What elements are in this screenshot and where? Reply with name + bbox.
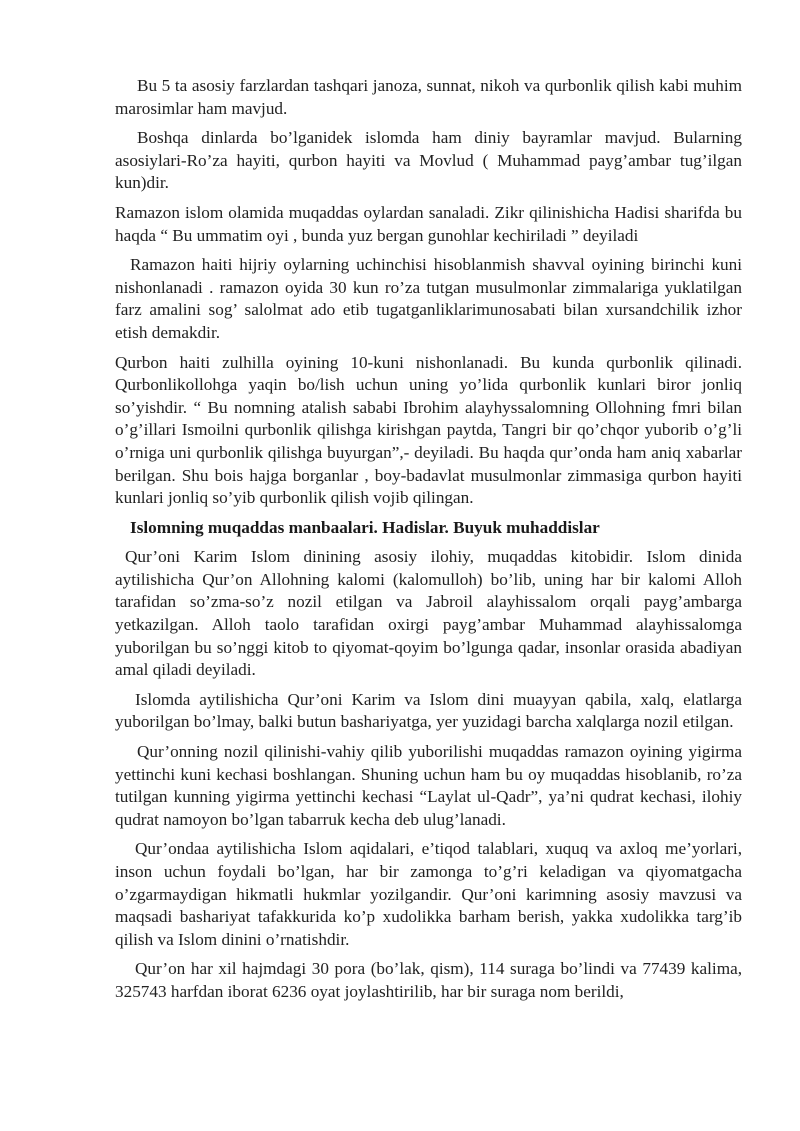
paragraph-ramazon-hayiti: Ramazon haiti hijriy oylarning uchinchisi hisoblanmish shavval oyining birinchi kuni nishonlanadi . ramazon oyida 30 kun ro’za tutgan musulmonlar zimmalariga yuklatilgan farz amalini sog’ salolmat ado etib tugatganliklarimunosabati bilan xursandchilik izhor etish demakdir. bbox=[115, 255, 742, 342]
paragraph-aqidalar: Qur’ondaa aytilishicha Islom aqidalari, e’tiqod talablari, xuquq va axloq me’yorlari, inson uchun foydali bo’lgan, har bir zamonga to’g’ri keladigan va qiyomatgacha o’zgarmaydigan hikmatli hukmlar yozilgandir. Qur’oni karimning asosiy mavzusi va maqsadi bashariyat tafakkurida ko’p xudolikka barham berish, yakka xudolikka targ’ib qilish va Islom dinini o’rnatishdir. bbox=[115, 839, 742, 949]
paragraph-bayramlar: Boshqa dinlarda bo’lganidek islomda ham diniy bayramlar mavjud. Bularning asosiylari-Ro’za hayiti, qurbon hayiti va Movlud ( Muhammad payg’ambar tug’ilgan kun)dir. bbox=[115, 128, 742, 193]
paragraph-quroni-karim: Qur’oni Karim Islom dinining asosiy ilohiy, muqaddas kitobidir. Islom dinida aytilishicha Qur’on Allohning kalomi (kalomulloh) bo’lib, uning har bir kalomi Alloh tarafidan so’zma-so’z nozil etilgan va Jabroil alayhissalom orqali payg’ambarga yetkazilgan. Alloh taolo tarafidan oxirgi payg’ambar Muhammad alayhissalomga yuborilgan bu so’nggi kitob to qiyomat-qoyim bo’lgunga qadar, insonlar orasida abadiyan amal qiladi deyiladi. bbox=[115, 547, 742, 680]
paragraph-bashariyat: Islomda aytilishicha Qur’oni Karim va Islom dini muayyan qabila, xalq, elatlarga yuborilgan bo’lmay, balki butun bashariyatga, yer yuzidagi barcha xalqlarga nozil etilgan. bbox=[115, 689, 742, 732]
paragraph-nozil: Qur’onning nozil qilinishi-vahiy qilib yuborilishi muqaddas ramazon oyining yigirma yettinchi kuni kechasi boshlangan. Shuning uchun ham bu oy muqaddas hisoblanib, ro’za tutilgan kunning yigirma yettinchi kechasi “Laylat ul-Qadr”, ya’ni qudrat kechasi, ilohiy qudrat namoyon bo’lgan tabarruk kecha deb ulug’lanadi. bbox=[115, 742, 742, 829]
paragraph-qurbon-hayiti: Qurbon haiti zulhilla oyining 10-kuni nishonlanadi. Bu kunda qurbonlik qilinadi. Qurbonlikollohga yaqin bo/lish uchun uning yo’lida qurbonlik kunlari biror jonliq so’yishdir. “ Bu nomning atalish sababi Ibrohim alayhyssalomning Ollohning fmri bilan o’g’illari Ismoilni qurbonlik qilishga kirishgan paytda, Tangri bir qo’chqor yuborib o’g’li o’rniga uni qurbonlik qilishga buyurgan”,- deyiladi. Bu haqda qur’onda ham aniq xabarlar berilgan. Shu bois hajga borganlar , boy-badavlat musulmonlar zimmasiga qurbon hayiti kunlari jonliq so’yib qurbonlik qilish vojib qilingan. bbox=[115, 352, 742, 508]
section-heading: Islomning muqaddas manbaalari. Hadislar. Buyuk muhaddislar bbox=[130, 517, 600, 537]
paragraph-ramazon: Ramazon islom olamida muqaddas oylardan sanaladi. Zikr qilinishicha Hadisi sharifda bu haqda “ Bu ummatim oyi , bunda yuz bergan gunohlar kechiriladi ” deyiladi bbox=[115, 202, 742, 245]
paragraph-farzlar: Bu 5 ta asosiy farzlardan tashqari janoza, sunnat, nikoh va qurbonlik qilish kabi muhim marosimlar ham mavjud. bbox=[115, 76, 742, 118]
document-body bbox=[115, 75, 742, 1011]
paragraph-pora-sura: Qur’on har xil hajmdagi 30 pora (bo’lak, qism), 114 suraga bo’lindi va 77439 kalima, 325743 harfdan iborat 6236 oyat joylashtirilib, har bir suraga nom berildi, bbox=[115, 959, 742, 1001]
